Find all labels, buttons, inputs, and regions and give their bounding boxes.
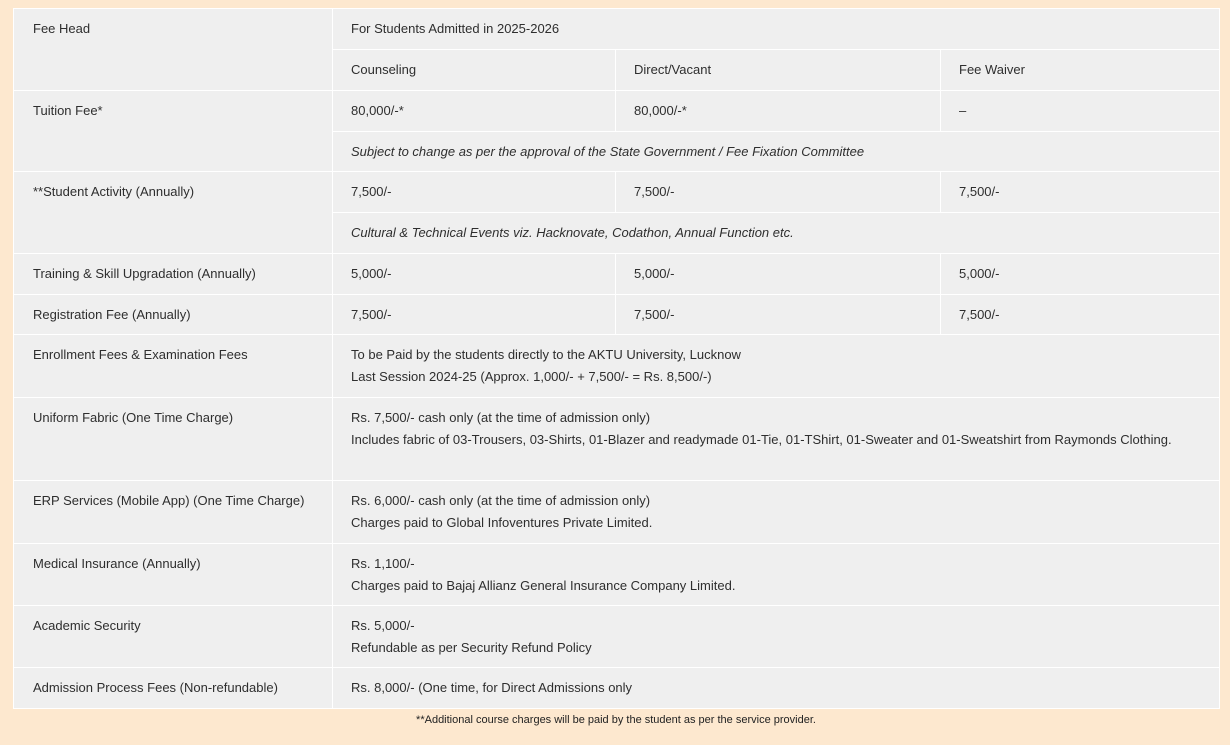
table-row — [14, 398, 1220, 481]
academic-line-2: Refundable as per Security Refund Policy — [351, 639, 592, 655]
registration-waiver: 7,500/- — [941, 294, 1220, 335]
academic-details — [333, 606, 1220, 668]
student-activity-counseling: 7,500/- — [333, 172, 616, 213]
training-direct: 5,000/- — [616, 253, 941, 294]
academic-label: Academic Security — [14, 606, 333, 668]
table-row — [14, 335, 1220, 398]
tuition-fee-label: Tuition Fee* — [14, 90, 333, 172]
tuition-counseling: 80,000/-* — [333, 90, 616, 131]
training-waiver: 5,000/- — [941, 253, 1220, 294]
registration-label: Registration Fee (Annually) — [14, 294, 333, 335]
table-row — [14, 481, 1220, 544]
table-row — [14, 294, 1220, 335]
registration-counseling: 7,500/- — [333, 294, 616, 335]
erp-label: ERP Services (Mobile App) (One Time Charge) — [14, 481, 333, 544]
footnote: **Additional course charges will be paid by the student as per the service provider. — [416, 714, 816, 726]
student-activity-note: Cultural & Technical Events viz. Hacknovate, Codathon, Annual Function etc. — [333, 213, 1220, 254]
student-activity-waiver: 7,500/- — [941, 172, 1220, 213]
direct-vacant-header: Direct/Vacant — [616, 49, 941, 90]
student-activity-direct: 7,500/- — [616, 172, 941, 213]
medical-line-1: Rs. 1,100/- — [351, 556, 415, 571]
uniform-label: Uniform Fabric (One Time Charge) — [14, 398, 333, 481]
tuition-direct: 80,000/-* — [616, 90, 941, 131]
table-row — [14, 606, 1220, 668]
student-activity-label: **Student Activity (Annually) — [14, 172, 333, 254]
counseling-header: Counseling — [333, 49, 616, 90]
admission-details — [333, 668, 1220, 709]
enrollment-label: Enrollment Fees & Examination Fees — [14, 335, 333, 398]
table-row — [14, 9, 1220, 50]
table-row — [14, 668, 1220, 709]
session-header: For Students Admitted in 2025-2026 — [333, 9, 1220, 50]
erp-line-2: Charges paid to Global Infoventures Private Limited. — [351, 514, 653, 530]
table-row — [14, 544, 1220, 606]
fee-table — [13, 8, 1220, 709]
enrollment-line-1: To be Paid by the students directly to the AKTU University, Lucknow — [351, 347, 741, 362]
fee-head-header: Fee Head — [14, 9, 333, 91]
training-label: Training & Skill Upgradation (Annually) — [14, 253, 333, 294]
uniform-line-1: Rs. 7,500/- cash only (at the time of admission only) — [351, 410, 651, 425]
academic-line-1: Rs. 5,000/- — [351, 618, 415, 633]
uniform-line-2: Includes fabric of 03-Trousers, 03-Shirts, 01-Blazer and readymade 01-Tie, 01-TShirt, 01-Sweater and 01-Sweatshirt from Raymonds Clothing. — [351, 431, 1172, 447]
table-row — [14, 253, 1220, 294]
admission-line-1: Rs. 8,000/- (One time, for Direct Admissions only — [351, 680, 633, 695]
tuition-note: Subject to change as per the approval of the State Government / Fee Fixation Committee — [333, 131, 1220, 172]
medical-line-2: Charges paid to Bajaj Allianz General Insurance Company Limited. — [351, 577, 736, 593]
enrollment-line-2: Last Session 2024-25 (Approx. 1,000/- + 7,500/- = Rs. 8,500/-) — [351, 368, 712, 384]
table-row — [14, 90, 1220, 131]
admission-label: Admission Process Fees (Non-refundable) — [14, 668, 333, 709]
tuition-waiver: – — [941, 90, 1220, 131]
medical-label: Medical Insurance (Annually) — [14, 544, 333, 606]
medical-details — [333, 544, 1220, 606]
table-row — [14, 172, 1220, 213]
erp-line-1: Rs. 6,000/- cash only (at the time of admission only) — [351, 493, 651, 508]
training-counseling: 5,000/- — [333, 253, 616, 294]
fee-waiver-header: Fee Waiver — [941, 49, 1220, 90]
erp-details — [333, 481, 1220, 544]
uniform-details — [333, 398, 1220, 481]
registration-direct: 7,500/- — [616, 294, 941, 335]
fee-structure — [13, 8, 1219, 726]
enrollment-details — [333, 335, 1220, 398]
